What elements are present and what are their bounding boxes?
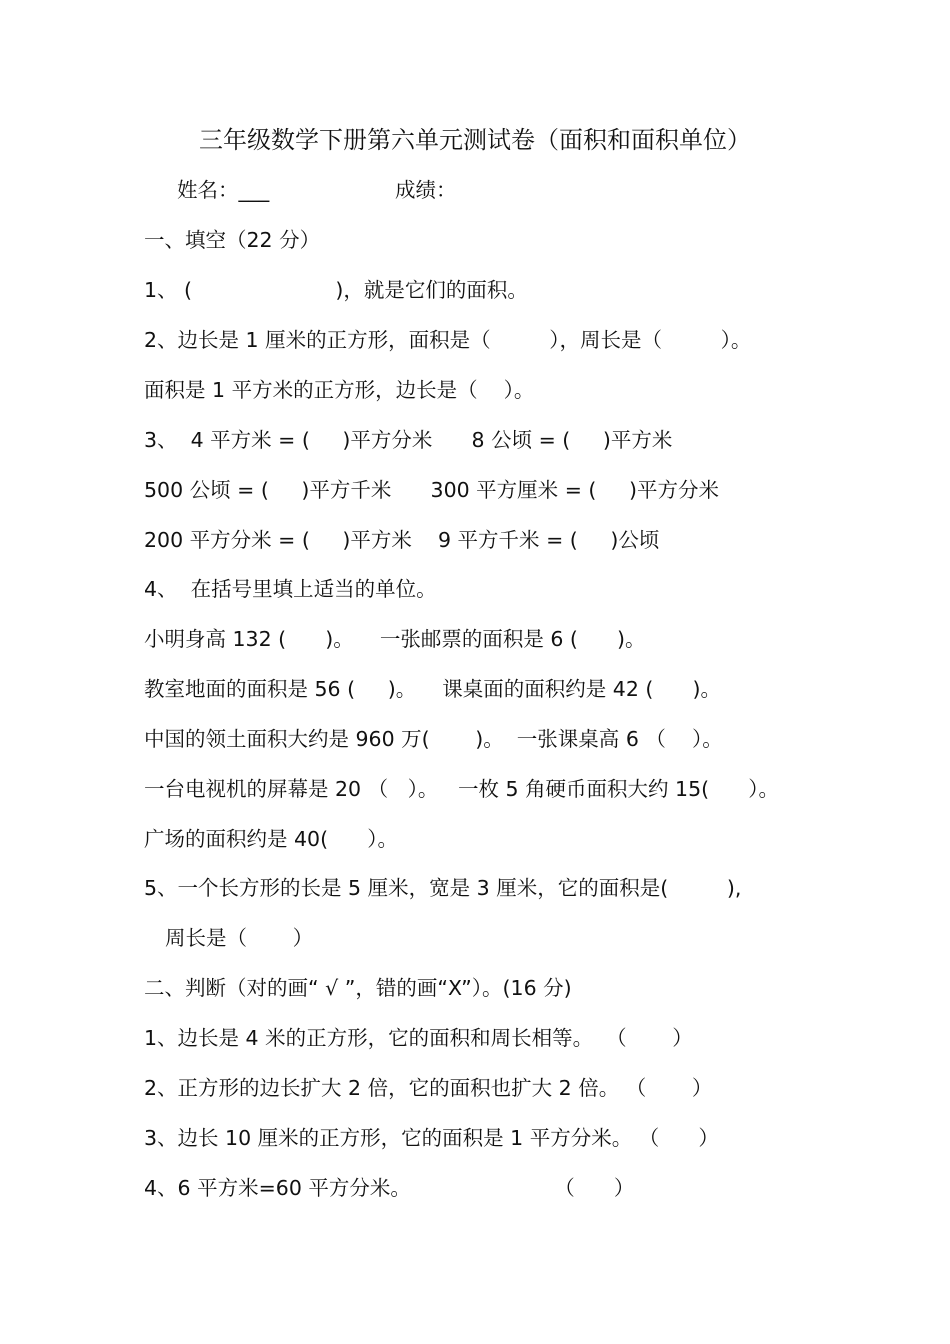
question-1-4: 4、 在括号里填上适当的单位。 <box>144 577 437 601</box>
name-field-label: 姓名：___ <box>177 178 270 202</box>
question-1-2: 2、边长是 1 厘米的正方形，面积是（ ），周长是（ ）。 <box>144 328 752 352</box>
question-1-3-row-1: 3、 4 平方米 = ( )平方分米 8 公顷 = ( )平方米 <box>144 428 673 452</box>
question-1-1: 1、 ( )，就是它们的面积。 <box>144 278 528 302</box>
section-2-heading: 二、判断（对的画“ √ ”，错的画“X”）。(16 分) <box>144 976 572 1000</box>
question-1-2-continued: 面积是 1 平方米的正方形，边长是（ ）。 <box>144 378 535 402</box>
question-2-4: 4、6 平方米=60 平方分米。 （ ） <box>144 1176 635 1200</box>
section-1-heading: 一、填空（22 分） <box>144 228 321 252</box>
question-1-4-row-1: 小明身高 132 ( )。 一张邮票的面积是 6 ( )。 <box>144 627 646 651</box>
page-title: 三年级数学下册第六单元测试卷（面积和面积单位） <box>199 126 751 154</box>
score-field-label: 成绩： <box>395 178 457 202</box>
question-1-3-row-2: 500 公顷 = ( )平方千米 300 平方厘米 = ( )平方分米 <box>144 478 719 502</box>
question-1-3-row-3: 200 平方分米 = ( )平方米 9 平方千米 = ( )公顷 <box>144 528 660 552</box>
question-2-1: 1、边长是 4 米的正方形，它的面积和周长相等。 （ ） <box>144 1026 693 1050</box>
question-1-5: 5、一个长方形的长是 5 厘米，宽是 3 厘米，它的面积是( ), <box>144 876 742 900</box>
question-2-3: 3、边长 10 厘米的正方形，它的面积是 1 平方分米。 （ ） <box>144 1126 719 1150</box>
question-1-4-row-4: 一台电视机的屏幕是 20 （ ）。 一枚 5 角硬币面积大约 15( ）。 <box>144 777 779 801</box>
question-1-4-row-5: 广场的面积约是 40( ）。 <box>144 827 398 851</box>
question-1-5-continued: 周长是（ ） <box>165 926 314 950</box>
question-2-2: 2、正方形的边长扩大 2 倍，它的面积也扩大 2 倍。 （ ） <box>144 1076 713 1100</box>
question-1-4-row-3: 中国的领土面积大约是 960 万( )。 一张课桌高 6 （ ）。 <box>144 727 723 751</box>
question-1-4-row-2: 教室地面的面积是 56 ( )。 课桌面的面积约是 42 ( )。 <box>144 677 721 701</box>
